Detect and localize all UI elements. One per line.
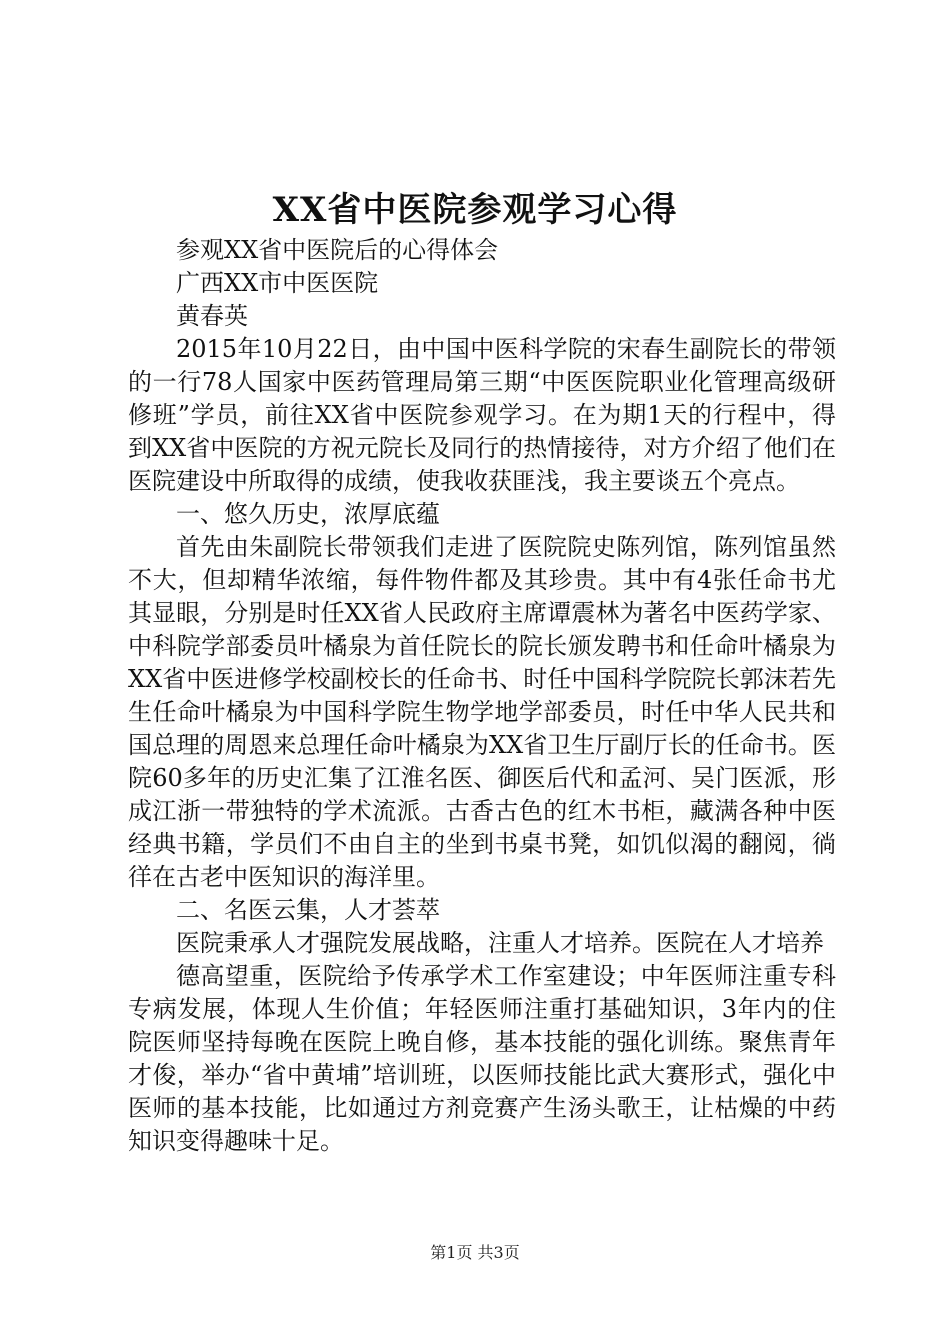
section-paragraph-3: 德高望重，医院给予传承学术工作室建设；中年医师注重专科专病发展，体现人生价值；年轻医师注重打基础知识，3年内的住院医师坚持每晚在医院上晚自修，基本技能的强化训练。聚焦青年才俊，举办“省中黄埔”培训班，以医师技能比武大赛形式，强化中医师的基本技能，比如通过方剂竞赛产生汤头歌王，让枯燥的中药知识变得趣味十足。 — [128, 962, 836, 1155]
section-heading-2: 二、名医云集，人才荟萃 — [176, 896, 440, 924]
page-number-footer: 第1页 共3页 — [430, 1243, 520, 1262]
intro-paragraph: 2015年10月22日，由中国中医科学院的宋春生副院长的带领的一行78人国家中医药管理局第三期“中医医院职业化管理高级研修班”学员，前往XX省中医院参观学习。在为期1天的行程中，得到XX省中医院的方祝元院长及同行的热情接待，对方介绍了他们在医院建设中所取得的成绩，使我收获匪浅，我主要谈五个亮点。 — [128, 335, 836, 495]
document-title: XX省中医院参观学习心得 — [272, 190, 678, 230]
section-paragraph-2: 医院秉承人才强院发展战略，注重人才培养。医院在人才培养 — [176, 929, 824, 957]
section-heading-1: 一、悠久历史，浓厚底蕴 — [176, 500, 440, 528]
document-body — [128, 234, 836, 1158]
author-paragraph: 黄春英 — [176, 302, 248, 330]
organization-paragraph: 广西XX市中医医院 — [176, 269, 379, 297]
subtitle-paragraph: 参观XX省中医院后的心得体会 — [176, 236, 499, 264]
section-paragraph-1: 首先由朱副院长带领我们走进了医院院史陈列馆，陈列馆虽然不大，但却精华浓缩，每件物件都及其珍贵。其中有4张任命书尤其显眼，分别是时任XX省人民政府主席谭震林为著名中医药学家、中科院学部委员叶橘泉为首任院长的院长颁发聘书和任命叶橘泉为XX省中医进修学校副校长的任命书、时任中国科学院院长郭沫若先生任命叶橘泉为中国科学院生物学地学部委员，时任中华人民共和国总理的周恩来总理任命叶橘泉为XX省卫生厅副厅长的任命书。医院60多年的历史汇集了江淮名医、御医后代和孟河、吴门医派，形成江浙一带独特的学术流派。古香古色的红木书柜，藏满各种中医经典书籍，学员们不由自主的坐到书桌书凳，如饥似渴的翻阅，徜徉在古老中医知识的海洋里。 — [128, 533, 836, 891]
